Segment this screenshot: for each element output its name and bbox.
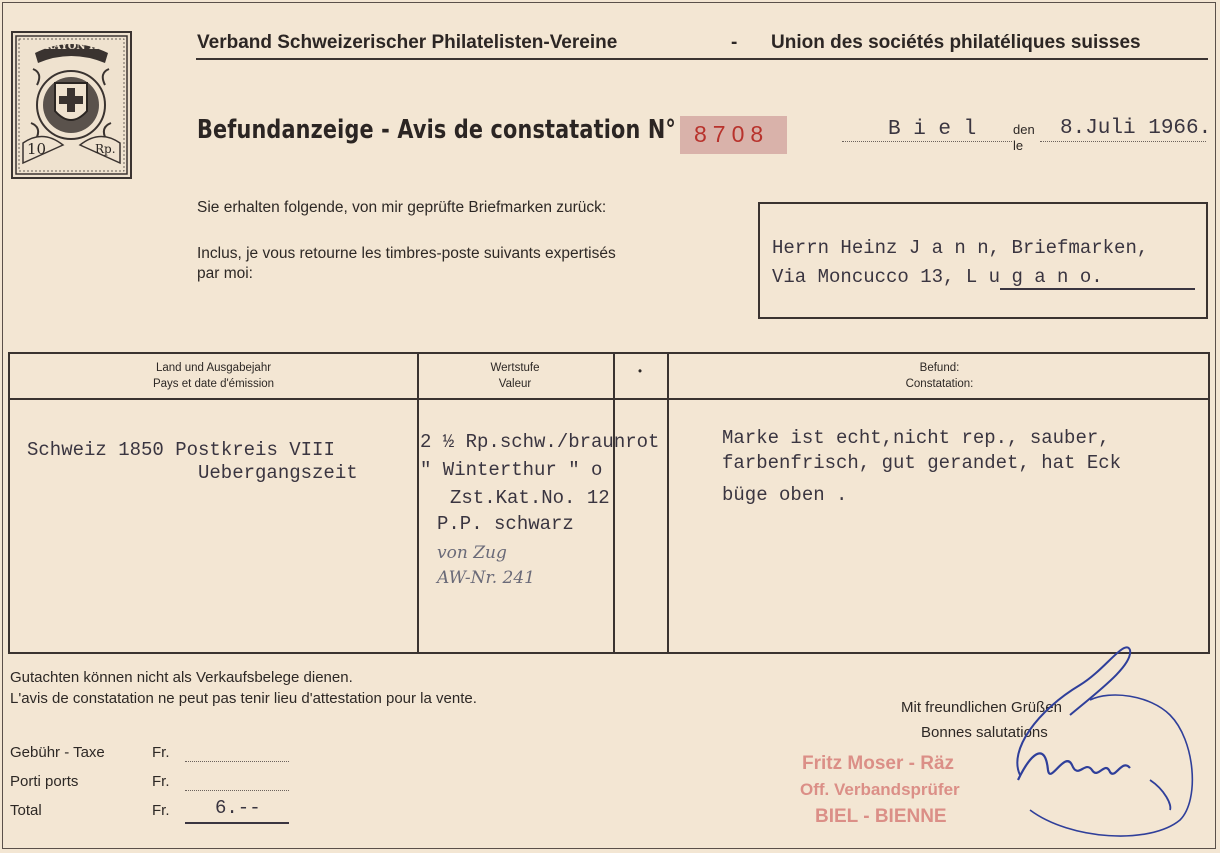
column-header-value [417,360,613,392]
date-label-fr: le [1013,138,1024,153]
porto-currency: Fr. [152,773,170,790]
notice-fr: L'avis de constatation ne peut pas tenir lieu d'attestation pour la vente. [10,690,477,707]
signer-stamp-name: Fritz Moser - Räz [802,753,955,774]
column-header-country-fr: Pays et date d'émission [152,378,275,390]
total-underline [185,822,289,824]
date: 8.Juli 1966. [1060,117,1212,140]
place: B i e l [888,118,977,141]
porto-dotted-line [185,789,289,791]
country-line-2: Uebergangszeit [198,462,358,484]
intro-text-fr-line2: par moi: [197,265,253,282]
closing-fr: Bonnes salutations [921,724,1048,741]
stamp-unit: Rp. [95,142,116,156]
fee-dotted-line [185,760,289,762]
address-underline [1000,288,1195,290]
document-title: Befundanzeige - Avis de constatation N° [197,115,676,145]
table-header-rule [10,398,1208,400]
signer-stamp-city: BIEL - BIENNE [815,806,947,827]
date-dotted-line [1040,140,1206,142]
value-line-1: 2 ½ Rp.schw./braunrot [420,431,660,453]
column-header-finding [667,360,1212,392]
header-separator: - [731,32,738,53]
column-header-country-de: Land und Ausgabejahr [155,362,272,374]
column-header-cancel: • [637,366,643,378]
column-header-value-de: Wertstufe [490,362,540,374]
total-currency: Fr. [152,802,170,819]
stamp-value: 10 [27,140,47,158]
finding-line-3: büge oben . [722,484,848,506]
closing-de: Mit freundlichen Grüßen [901,699,1062,716]
association-name-fr: Union des sociétés philatéliques suisses [771,32,1141,53]
address-line-1: Herrn Heinz J a n n, Briefmarken, [772,237,1149,259]
column-header-finding-fr: Constatation: [905,378,974,390]
value-handwritten-1: von Zug [437,543,507,563]
column-header-value-fr: Valeur [498,378,532,390]
finding-line-2: farbenfrisch, gut gerandet, hat Eck [722,452,1122,474]
column-header-country [10,360,417,392]
porto-label: Porti ports [10,773,79,790]
value-handwritten-2: AW-Nr. 241 [437,568,535,588]
country-line-1: Schweiz 1850 Postkreis VIII [27,439,335,461]
intro-text-fr-line1: Inclus, je vous retourne les timbres-poste suivants expertisés [197,245,616,262]
value-line-4: P.P. schwarz [437,513,574,535]
association-name-de: Verband Schweizerischer Philatelisten-Vereine [197,32,618,53]
intro-text-de: Sie erhalten folgende, von mir geprüfte Briefmarken zurück: [197,199,607,216]
address-line-2: Via Moncucco 13, L u g a n o. [772,266,1103,288]
document-number: 8708 [694,121,770,147]
fee-label: Gebühr - Taxe [10,744,105,761]
stamp-logo [11,31,132,179]
total-value: 6.-- [215,797,261,819]
signer-stamp-role: Off. Verbandsprüfer [800,780,960,799]
value-line-2: " Winterthur " o [420,459,603,481]
date-label-de: den [1013,122,1035,137]
stamp-top-text: RAYON II [45,41,99,52]
value-line-3: Zst.Kat.No. 12 [450,487,610,509]
address-box [758,202,1208,319]
total-label: Total [10,802,42,819]
signature-icon [990,630,1205,845]
notice-de: Gutachten können nicht als Verkaufsbelege dienen. [10,669,353,686]
finding-line-1: Marke ist echt,nicht rep., sauber, [722,427,1110,449]
header-rule [196,58,1208,60]
place-dotted-line [842,140,1012,142]
fee-currency: Fr. [152,744,170,761]
column-header-finding-de: Befund: [919,362,960,374]
